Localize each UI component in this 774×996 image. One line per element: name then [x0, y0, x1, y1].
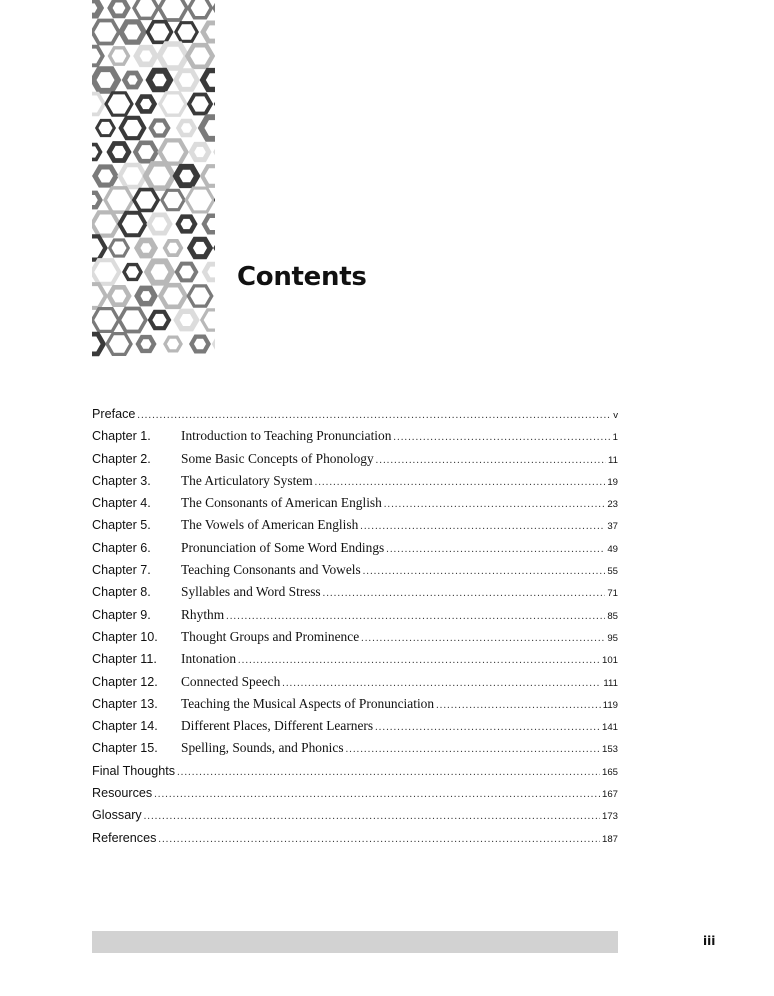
toc-entry-chapter-2[interactable]: [92, 448, 618, 470]
hexagon-shape: [138, 337, 154, 351]
hexagon-shape: [120, 213, 146, 235]
hexagon-shape: [202, 166, 215, 186]
toc-leader-dots: [177, 762, 600, 784]
toc-leader-dots: [393, 427, 610, 449]
toc-page-number: 173: [601, 811, 618, 823]
hexagon-shape: [134, 0, 158, 18]
hexagon-shape: [147, 261, 172, 282]
hexagon-shape: [203, 71, 215, 90]
hexagon-shape: [134, 190, 158, 211]
hexagon-shape: [191, 144, 208, 159]
toc-entry-resources[interactable]: [92, 782, 618, 804]
toc-page-number: 111: [603, 677, 618, 689]
toc-chapter-title: Connected Speech: [181, 673, 281, 689]
toc-entry-chapter-6[interactable]: [92, 537, 618, 559]
toc-leader-dots: [158, 829, 600, 851]
toc-entry-chapter-4[interactable]: [92, 492, 618, 514]
toc-leader-dots: [137, 405, 611, 427]
hexagon-shape: [162, 190, 184, 209]
toc-chapter-label: Chapter 14.: [92, 719, 158, 734]
toc-chapter-title: Spelling, Sounds, and Phonics: [181, 740, 344, 756]
toc-chapter-label: Chapter 3.: [92, 473, 151, 488]
hexagon-shape: [204, 216, 215, 232]
hexagon-shape: [135, 143, 156, 161]
toc-entry-label: References: [92, 830, 157, 845]
hexagon-shape: [138, 97, 155, 112]
hexagon-shape: [165, 337, 181, 351]
toc-entry-chapter-13[interactable]: [92, 693, 618, 715]
toc-entry-chapter-5[interactable]: [92, 514, 618, 536]
toc-entry-chapter-8[interactable]: [92, 581, 618, 603]
toc-leader-dots: [144, 806, 600, 828]
toc-leader-dots: [282, 673, 601, 695]
table-of-contents: [92, 403, 618, 849]
hexagon-shape: [137, 240, 155, 255]
toc-entry-chapter-1[interactable]: [92, 425, 618, 447]
hexagon-shape: [92, 47, 103, 66]
hexagon-shape: [201, 117, 215, 139]
toc-page-number: 11: [608, 454, 618, 466]
hexagon-shape: [95, 167, 116, 185]
hexagon-shape: [92, 309, 118, 332]
toc-page-number: 37: [607, 521, 618, 533]
toc-leader-dots: [386, 539, 605, 561]
toc-entry-chapter-15[interactable]: [92, 737, 618, 759]
hexagon-shape: [176, 71, 197, 90]
toc-page-number: 187: [601, 833, 618, 845]
toc-chapter-label: Chapter 10.: [92, 629, 158, 644]
toc-chapter-label: Chapter 2.: [92, 451, 151, 466]
footer-bar: [92, 931, 618, 953]
toc-page-number: 23: [607, 499, 618, 511]
hexagon-shape: [178, 121, 194, 135]
toc-entry-chapter-3[interactable]: [92, 470, 618, 492]
toc-chapter-title: The Articulatory System: [181, 472, 313, 488]
toc-page-number: v: [613, 410, 618, 421]
hexagon-shape: [148, 22, 172, 43]
hexagon-shape: [149, 215, 170, 233]
hexagon-shape: [150, 312, 169, 328]
toc-chapter-title: Syllables and Word Stress: [181, 584, 321, 600]
toc-chapter-title: Some Basic Concepts of Phonology: [181, 450, 374, 466]
hexagon-shape: [125, 73, 141, 87]
toc-chapter-title: Rhythm: [181, 606, 225, 622]
toc-entry-chapter-11[interactable]: [92, 648, 618, 670]
toc-leader-dots: [323, 583, 606, 605]
toc-chapter-title: Introduction to Teaching Pronunciation: [181, 428, 392, 444]
toc-entry-final-thoughts[interactable]: [92, 760, 618, 782]
toc-chapter-label: Chapter 1.: [92, 429, 151, 444]
hexagon-shape: [92, 260, 119, 284]
toc-entry-chapter-7[interactable]: [92, 559, 618, 581]
toc-page-number: 101: [601, 655, 618, 667]
hexagon-shape: [92, 284, 106, 308]
hexagon-shape: [192, 337, 209, 352]
hexagon-shape: [189, 0, 212, 18]
hexagon-shape: [161, 285, 186, 307]
toc-chapter-title: Intonation: [181, 651, 237, 667]
hexagon-shape: [165, 241, 181, 255]
hexagon-shape: [97, 120, 115, 135]
toc-chapter-label: Chapter 13.: [92, 696, 158, 711]
toc-leader-dots: [226, 606, 605, 628]
toc-chapter-label: Chapter 11.: [92, 652, 157, 667]
hexagon-shape: [214, 0, 215, 19]
hexagon-shape: [93, 69, 118, 91]
page-number: iii: [703, 934, 716, 948]
toc-entry-label: Final Thoughts: [92, 763, 176, 778]
toc-leader-dots: [384, 494, 606, 516]
toc-chapter-label: Chapter 4.: [92, 496, 151, 511]
toc-entry-chapter-12[interactable]: [92, 671, 618, 693]
toc-page-number: 153: [601, 744, 618, 756]
toc-leader-dots: [238, 650, 600, 672]
hexagon-shape: [186, 188, 214, 212]
hexagon-shape: [107, 334, 131, 355]
hexagon-shape: [176, 23, 197, 42]
toc-leader-dots: [361, 628, 605, 650]
hexagon-shape: [92, 21, 119, 44]
toc-leader-dots: [376, 450, 606, 472]
hexagon-shape: [92, 0, 101, 15]
hexagon-shape: [110, 240, 129, 256]
hexagon-shape: [120, 165, 145, 187]
hexagon-shape: [189, 95, 211, 114]
hexagon-shape: [159, 44, 187, 68]
hexagon-shape: [160, 93, 186, 115]
toc-page-number: 85: [607, 610, 618, 622]
hexagon-shape: [92, 334, 103, 354]
hexagon-shape: [136, 48, 155, 65]
toc-leader-dots: [360, 516, 605, 538]
hexagon-shape: [202, 310, 215, 330]
hexagon-shape: [124, 265, 141, 280]
toc-chapter-title: Teaching the Musical Aspects of Pronunciation: [181, 695, 435, 711]
toc-entry-label: Resources: [92, 786, 153, 801]
hexagon-shape: [188, 45, 213, 67]
toc-page-number: 141: [601, 722, 618, 734]
toc-entry-chapter-14[interactable]: [92, 715, 618, 737]
toc-page-number: 71: [607, 588, 618, 600]
hexagon-shape: [146, 164, 174, 188]
hexagon-shape: [137, 288, 154, 303]
toc-leader-dots: [346, 739, 600, 761]
hexagon-shape: [121, 22, 144, 42]
hexagon-shape: [92, 193, 100, 207]
toc-chapter-title: The Consonants of American English: [181, 495, 382, 511]
toc-chapter-title: Different Places, Different Learners: [181, 718, 374, 734]
toc-entry-glossary[interactable]: [92, 804, 618, 826]
toc-leader-dots: [436, 695, 601, 717]
toc-chapter-label: Chapter 8.: [92, 585, 151, 600]
hexagon-shape: [92, 236, 105, 259]
toc-page-number: 167: [601, 789, 618, 801]
toc-entry-chapter-9[interactable]: [92, 604, 618, 626]
toc-page-number: 55: [607, 566, 618, 578]
hexagon-shape: [105, 188, 133, 212]
toc-chapter-label: Chapter 5.: [92, 518, 151, 533]
hexagon-shape: [178, 217, 195, 232]
hexagon-shape: [92, 94, 104, 115]
hexagon-shape: [177, 264, 196, 281]
hexagon-shape: [110, 0, 128, 16]
toc-entry-chapter-10[interactable]: [92, 626, 618, 648]
toc-entry-preface[interactable]: [92, 403, 618, 425]
hexagon-shape: [176, 311, 196, 328]
toc-page-number: 95: [607, 632, 618, 644]
toc-chapter-title: Thought Groups and Prominence: [181, 628, 360, 644]
toc-page-number: 49: [607, 543, 618, 555]
toc-entry-label: Preface: [92, 407, 136, 421]
toc-chapter-title: The Vowels of American English: [181, 517, 359, 533]
hexagon-shape: [121, 118, 144, 138]
hexagon-shape: [106, 93, 132, 115]
toc-page-number: 1: [612, 432, 618, 444]
hexagon-shape: [109, 144, 129, 161]
hexagon-shape: [203, 23, 215, 41]
hexagon-shape: [188, 286, 211, 306]
hexagon-pattern-icon: [92, 0, 215, 365]
hexagon-shape: [92, 145, 101, 160]
hexagon-shape: [109, 287, 129, 304]
hexagon-shape: [151, 121, 168, 136]
toc-chapter-label: Chapter 9.: [92, 607, 151, 622]
toc-entry-references[interactable]: [92, 827, 618, 849]
hexagon-shape: [176, 167, 197, 185]
hexagon-shape: [119, 309, 146, 332]
toc-entry-label: Glossary: [92, 808, 142, 823]
toc-page-number: 165: [601, 766, 618, 778]
hexagon-shape: [92, 212, 119, 235]
toc-leader-dots: [363, 561, 606, 583]
toc-leader-dots: [154, 784, 600, 806]
hexagon-shape: [149, 71, 170, 89]
hexagon-shape: [190, 239, 210, 256]
hexagon-shape: [110, 48, 129, 64]
toc-chapter-title: Teaching Consonants and Vowels: [181, 562, 361, 578]
toc-chapter-label: Chapter 12.: [92, 674, 158, 689]
toc-chapter-title: Pronunciation of Some Word Endings: [181, 539, 385, 555]
hexagon-shape: [205, 264, 216, 280]
toc-page-number: 19: [607, 476, 618, 488]
toc-leader-dots: [375, 717, 600, 739]
hexagon-shape: [159, 0, 187, 20]
hexagon-shape: [160, 140, 187, 163]
toc-chapter-label: Chapter 7.: [92, 563, 151, 578]
toc-leader-dots: [315, 472, 606, 494]
toc-chapter-label: Chapter 6.: [92, 540, 151, 555]
toc-page-number: 119: [602, 699, 618, 711]
toc-chapter-label: Chapter 15.: [92, 741, 158, 756]
page-title: Contents: [237, 262, 367, 292]
